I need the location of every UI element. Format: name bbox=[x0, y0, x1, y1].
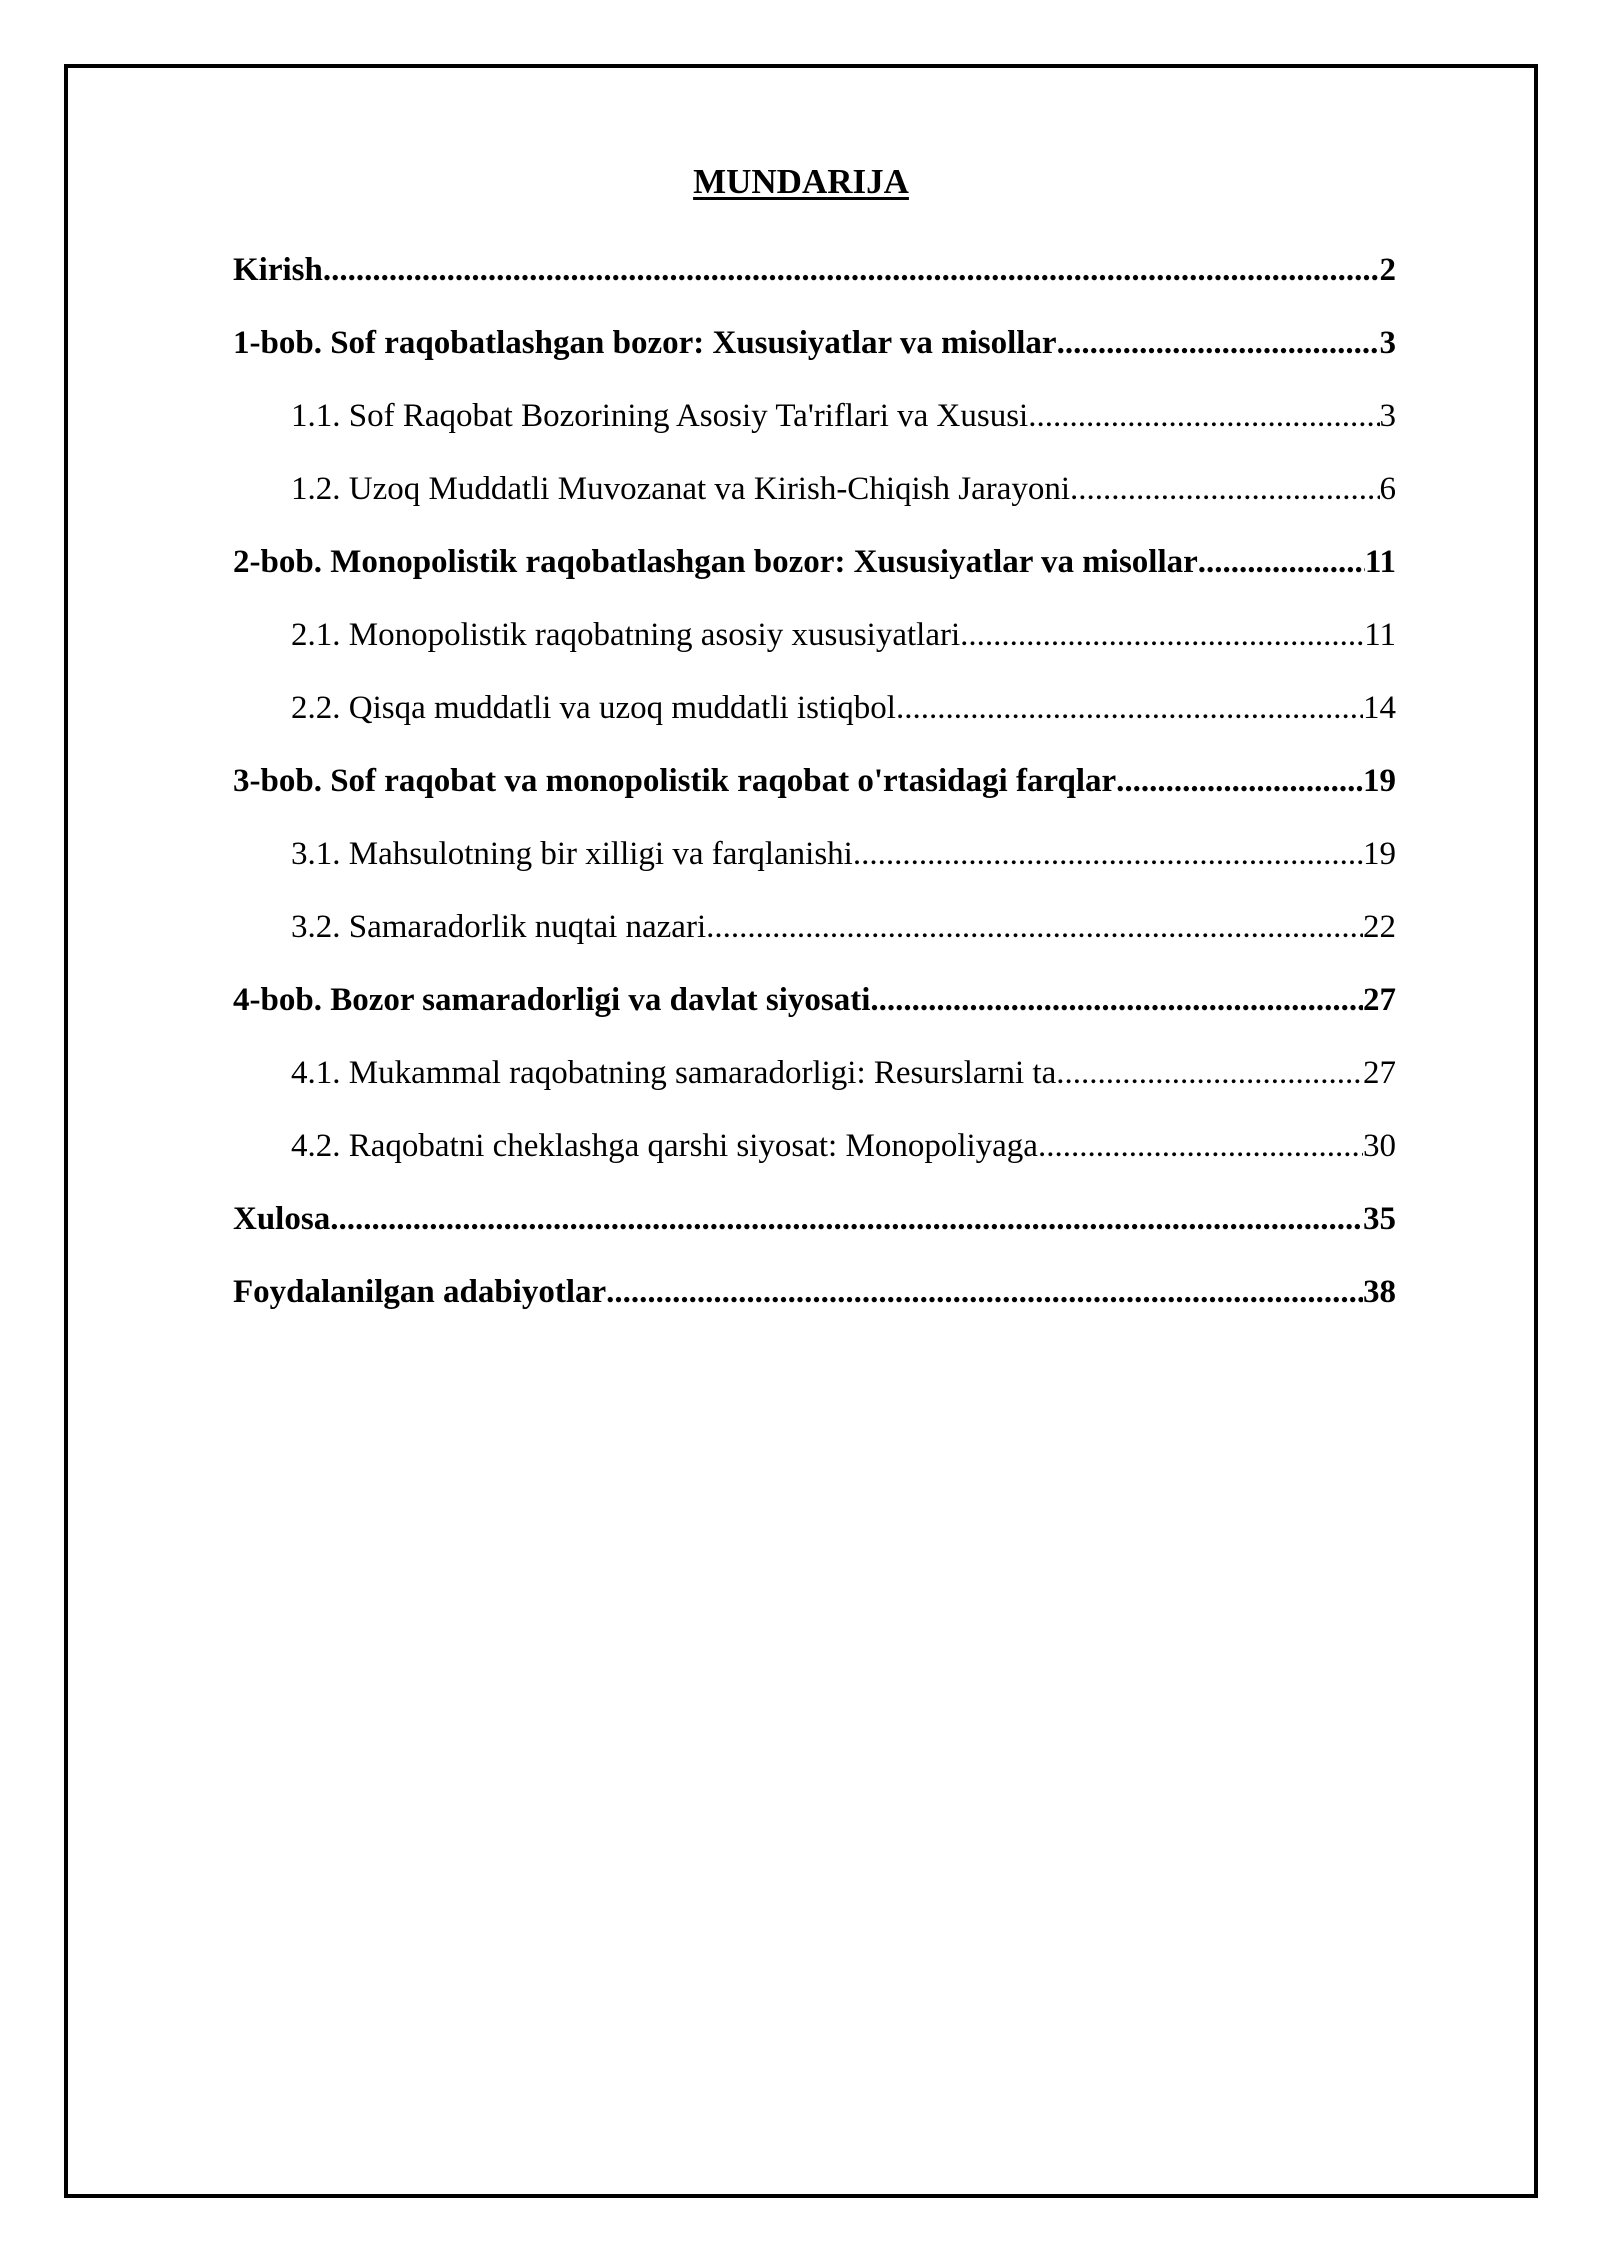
toc-heading-text: MUNDARIJA bbox=[693, 162, 909, 201]
dot-leader bbox=[330, 1183, 1363, 1256]
toc-entry-label: 4.1. Mukammal raqobatning samaradorligi: Resurslarni ta bbox=[291, 1055, 1057, 1091]
toc-entry-section-1-1[interactable] bbox=[233, 380, 1396, 453]
toc-entry-label: 3.2. Samaradorlik nuqtai nazari bbox=[291, 909, 707, 945]
toc-entry-chapter-1[interactable] bbox=[233, 307, 1396, 380]
toc-entry-section-3-2[interactable] bbox=[233, 891, 1396, 964]
toc-entry-page: 30 bbox=[1363, 1128, 1396, 1164]
toc-entry-references[interactable] bbox=[233, 1256, 1396, 1329]
toc-entry-label: 2.1. Monopolistik raqobatning asosiy xususiyatlari bbox=[291, 617, 961, 653]
toc-entry-section-2-1[interactable] bbox=[233, 599, 1396, 672]
toc-entry-page: 22 bbox=[1363, 909, 1396, 945]
dot-leader bbox=[853, 818, 1363, 891]
toc-entry-section-1-2[interactable] bbox=[233, 453, 1396, 526]
toc-entry-label: 1-bob. Sof raqobatlashgan bozor: Xususiyatlar va misollar bbox=[233, 325, 1057, 361]
toc-entry-chapter-4[interactable] bbox=[233, 964, 1396, 1037]
toc-entry-page: 19 bbox=[1363, 836, 1396, 872]
toc-entry-label: 4-bob. Bozor samaradorligi va davlat siyosati bbox=[233, 982, 871, 1018]
toc-entry-introduction[interactable] bbox=[233, 234, 1396, 307]
toc-entry-page: 27 bbox=[1363, 1055, 1396, 1091]
toc-entry-label: Xulosa bbox=[233, 1201, 331, 1237]
toc-entry-page: 3 bbox=[1379, 398, 1396, 434]
toc-heading bbox=[68, 160, 1534, 204]
toc-entry-page: 3 bbox=[1379, 325, 1396, 361]
dot-leader bbox=[1056, 1037, 1363, 1110]
toc-entry-conclusion[interactable] bbox=[233, 1183, 1396, 1256]
toc-entry-label: 4.2. Raqobatni cheklashga qarshi siyosat: Monopoliyaga bbox=[291, 1128, 1038, 1164]
toc-entry-page: 19 bbox=[1363, 763, 1396, 799]
toc-entry-page: 35 bbox=[1363, 1201, 1396, 1237]
toc-entry-section-4-1[interactable] bbox=[233, 1037, 1396, 1110]
toc-entry-page: 6 bbox=[1379, 471, 1396, 507]
toc-entry-page: 38 bbox=[1363, 1274, 1396, 1310]
toc-entry-section-3-1[interactable] bbox=[233, 818, 1396, 891]
table-of-contents bbox=[233, 234, 1396, 1329]
toc-entry-chapter-3[interactable] bbox=[233, 745, 1396, 818]
toc-entry-label: Foydalanilgan adabiyotlar bbox=[233, 1274, 607, 1310]
toc-entry-page: 14 bbox=[1363, 690, 1396, 726]
page-border bbox=[64, 64, 1538, 2198]
toc-entry-page: 2 bbox=[1379, 252, 1396, 288]
dot-leader bbox=[706, 891, 1363, 964]
toc-entry-label: 3-bob. Sof raqobat va monopolistik raqobat o'rtasidagi farqlar bbox=[233, 763, 1117, 799]
toc-entry-label: 1.2. Uzoq Muddatli Muvozanat va Kirish-Chiqish Jarayoni bbox=[291, 471, 1071, 507]
toc-entry-section-2-2[interactable] bbox=[233, 672, 1396, 745]
dot-leader bbox=[323, 234, 1380, 307]
toc-entry-label: 1.1. Sof Raqobat Bozorining Asosiy Ta'riflari va Xususi bbox=[291, 398, 1029, 434]
dot-leader bbox=[1028, 380, 1379, 453]
toc-entry-chapter-2[interactable] bbox=[233, 526, 1396, 599]
dot-leader bbox=[1057, 307, 1380, 380]
toc-entry-label: 3.1. Mahsulotning bir xilligi va farqlanishi bbox=[291, 836, 853, 872]
dot-leader bbox=[606, 1256, 1363, 1329]
toc-entry-section-4-2[interactable] bbox=[233, 1110, 1396, 1183]
dot-leader bbox=[1198, 526, 1365, 599]
toc-entry-page: 27 bbox=[1363, 982, 1396, 1018]
dot-leader bbox=[1038, 1110, 1363, 1183]
toc-entry-label: 2.2. Qisqa muddatli va uzoq muddatli istiqbol bbox=[291, 690, 896, 726]
dot-leader bbox=[870, 964, 1363, 1037]
dot-leader bbox=[896, 672, 1363, 745]
toc-entry-page: 11 bbox=[1364, 617, 1396, 653]
dot-leader bbox=[1116, 745, 1363, 818]
toc-entry-label: 2-bob. Monopolistik raqobatlashgan bozor: Xususiyatlar va misollar bbox=[233, 544, 1198, 580]
toc-entry-label: Kirish bbox=[233, 252, 323, 288]
dot-leader bbox=[1070, 453, 1379, 526]
toc-entry-page: 11 bbox=[1364, 544, 1396, 580]
dot-leader bbox=[960, 599, 1364, 672]
